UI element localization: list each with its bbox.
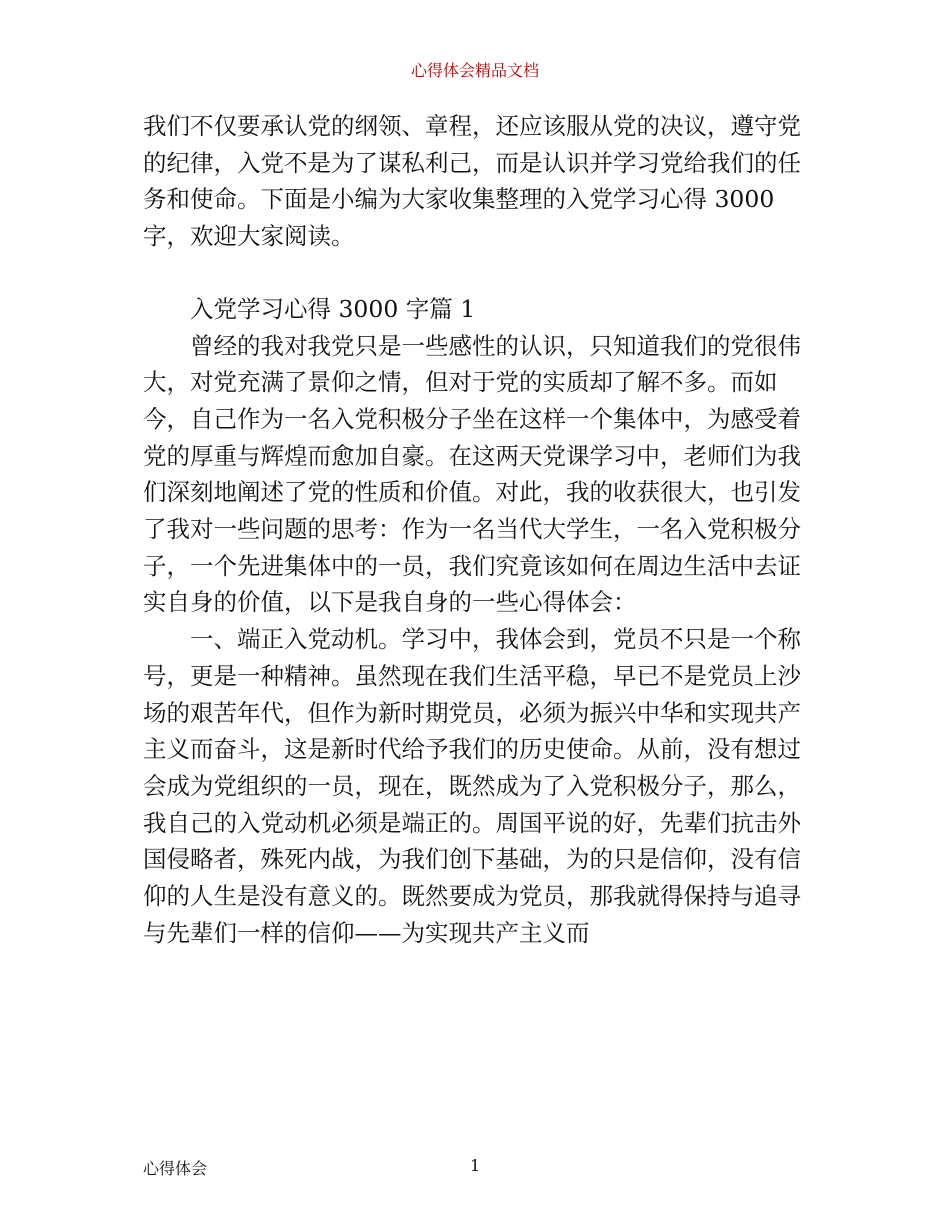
page-header-title: 心得体会精品文档 — [410, 61, 539, 80]
body-paragraph-2: 一、端正入党动机。学习中，我体会到，党员不只是一个称号，更是一种精神。虽然现在我们生活平稳，早已不是党员上沙场的艰苦年代，但作为新时期党员，必须为振兴中华和实现共产主义而奋斗，这是新时代给予我们的历史使命。从前，没有想过会成为党组织的一员，现在，既然成为了入党积极分子，那么，我自己的入党动机必须是端正的。周国平说的好，先辈们抗击外国侵略者，殊死内战，为我们创下基础，为的只是信仰，没有信仰的人生是没有意义的。既然要成为党员，那我就得保持与追寻与先辈们一样的信仰——为实现共产主义而 — [143, 625, 801, 947]
document-body — [143, 108, 811, 951]
page-number: 1 — [470, 1156, 481, 1175]
body-paragraph-1: 曾经的我对我党只是一些感性的认识，只知道我们的党很伟大，对党充满了景仰之情，但对于党的实质却了解不多。而如今，自己作为一名入党积极分子坐在这样一个集体中，为感受着党的厚重与辉煌而愈加自豪。在这两天党课学习中，老师们为我们深刻地阐述了党的性质和价值。对此，我的收获很大，也引发了我对一些问题的思考：作为一名当代大学生，一名入党积极分子，一个先进集体中的一员，我们究竟该如何在周边生活中去证实自身的价值，以下是我自身的一些心得体会： — [143, 331, 801, 617]
intro-paragraph: 我们不仅要承认党的纲领、章程，还应该服从党的决议，遵守党的纪律，入党不是为了谋私利己，而是认识并学习党给我们的任务和使命。下面是小编为大家收集整理的入党学习心得 3000 字，欢迎大家阅读。 — [143, 112, 801, 251]
footer-label: 心得体会 — [143, 1159, 208, 1178]
section-heading: 入党学习心得 3000 字篇 1 — [190, 294, 476, 323]
